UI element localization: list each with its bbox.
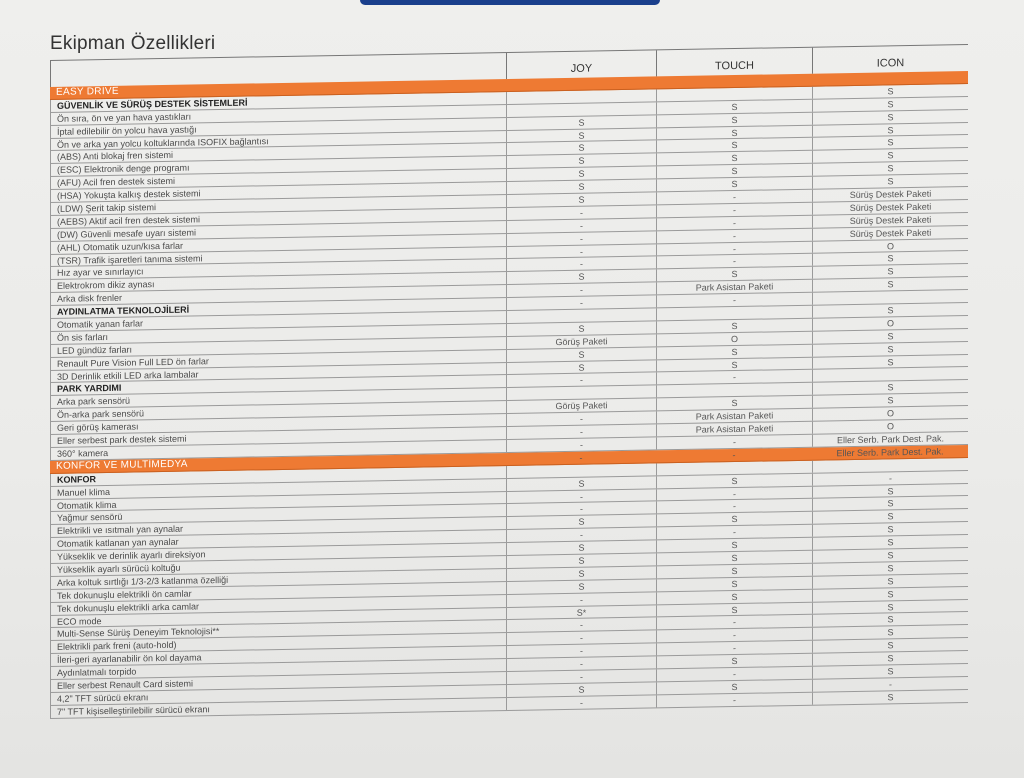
row-label: Arka park sensörü <box>50 388 506 408</box>
row-label: (HSA) Yokuşta kalkış destek sistemi <box>50 182 506 202</box>
cell-joy: - <box>506 437 656 452</box>
cell-joy: - <box>506 296 656 311</box>
cell-touch: - <box>656 667 812 682</box>
cell-joy: - <box>506 412 656 427</box>
cell-joy: - <box>506 424 656 439</box>
cell-joy: - <box>506 205 656 220</box>
cell-joy: S <box>506 540 656 555</box>
cell-joy: - <box>506 257 656 272</box>
cell-joy: - <box>506 695 656 710</box>
row-label: İptal edilebilir ön yolcu hava yastığı <box>50 118 506 138</box>
cell-icon: O <box>812 406 968 421</box>
cell-touch: S <box>656 177 812 192</box>
cell-icon: S <box>812 509 968 524</box>
row-label: (TSR) Trafik işaretleri tanıma sistemi <box>50 247 506 267</box>
cell-joy: Görüş Paketi <box>506 399 656 414</box>
cell-icon: S <box>812 690 968 705</box>
row-label: 3D Derinlik etkili LED arka lambalar <box>50 363 506 383</box>
cell-icon: S <box>812 84 968 99</box>
cell-joy: S <box>506 154 656 169</box>
row-label: Otomatik katlanan yan aynalar <box>50 530 506 550</box>
row-label: Geri görüş kamerası <box>50 414 506 434</box>
cell-joy: - <box>506 669 656 684</box>
row-label: Ön sis farları <box>50 324 506 344</box>
cell-joy: - <box>506 373 656 388</box>
cell-joy: - <box>506 618 656 633</box>
row-label: Hız ayar ve sınırlayıcı <box>50 260 506 280</box>
cell-icon: S <box>812 587 968 602</box>
cell-touch: S <box>656 551 812 566</box>
row-label: Tek dokunuşlu elektrikli arka camlar <box>50 595 506 615</box>
cell-touch: - <box>656 692 812 707</box>
cell-icon: S <box>812 329 968 344</box>
row-label: Arka koltuk sırtlığı 1/3-2/3 katlanma özelliği <box>50 569 506 589</box>
cell-icon: S <box>812 612 968 627</box>
cell-icon: S <box>812 574 968 589</box>
row-label: Eller serbest park destek sistemi <box>50 427 506 447</box>
cell-touch: - <box>656 499 812 514</box>
cell-joy: - <box>506 489 656 504</box>
cell-icon: S <box>812 522 968 537</box>
row-label: Manuel klima <box>50 479 506 499</box>
header-joy: JOY <box>506 50 656 79</box>
cell-joy: S <box>506 579 656 594</box>
row-label: 360° kamera <box>50 440 506 460</box>
cell-icon: Sürüş Destek Paketi <box>812 213 968 228</box>
cell-joy: Görüş Paketi <box>506 334 656 349</box>
cell-joy: - <box>506 218 656 233</box>
cell-icon: S <box>812 174 968 189</box>
cell-touch: O <box>656 332 812 347</box>
cell-icon: S <box>812 355 968 370</box>
row-label: Elektrikli park freni (auto-hold) <box>50 633 506 653</box>
row-label: Yağmur sensörü <box>50 504 506 524</box>
cell-touch: - <box>656 615 812 630</box>
cell-touch: - <box>656 254 812 269</box>
cell-joy: S <box>506 321 656 336</box>
cell-touch: S <box>656 396 812 411</box>
cell-touch: S <box>656 589 812 604</box>
row-label: (AFU) Acil fren destek sistemi <box>50 169 506 189</box>
cell-icon: S <box>812 161 968 176</box>
cell-touch: - <box>656 525 812 540</box>
cell-touch: S <box>656 138 812 153</box>
cell-icon: Eller Serb. Park Dest. Pak. <box>836 446 944 459</box>
cell-icon: S <box>812 123 968 138</box>
row-label: (LDW) Şerit takip sistemi <box>50 195 506 215</box>
cell-joy: S <box>506 141 656 156</box>
cell-icon: S <box>812 135 968 150</box>
cell-icon: S <box>812 110 968 125</box>
page-title: Ekipman Özellikleri <box>50 33 216 54</box>
cell-touch: - <box>656 228 812 243</box>
row-label: EASY DRIVE <box>56 85 119 98</box>
cell-joy: S <box>506 515 656 530</box>
cell-joy: S <box>506 270 656 285</box>
cell-touch: - <box>656 293 812 308</box>
row-label: Ön sıra, ön ve yan hava yastıkları <box>50 105 506 125</box>
cell-touch: S <box>656 112 812 127</box>
cell-icon: S <box>812 483 968 498</box>
cell-touch: S <box>656 680 812 695</box>
cell-joy: S <box>506 566 656 581</box>
row-label: Elektrokrom dikiz aynası <box>50 272 506 292</box>
cell-joy: - <box>506 244 656 259</box>
cell-touch: S <box>656 564 812 579</box>
cell-touch: - <box>656 203 812 218</box>
header-icon: ICON <box>812 45 968 74</box>
cell-touch: - <box>656 215 812 230</box>
row-label: Yükseklik ve derinlik ayarlı direksiyon <box>50 543 506 563</box>
top-binding-strip <box>360 0 660 5</box>
cell-icon: S <box>812 380 968 395</box>
cell-icon: S <box>812 97 968 112</box>
cell-touch: - <box>732 449 736 460</box>
cell-touch: S <box>656 267 812 282</box>
cell-joy: S <box>506 167 656 182</box>
row-label: Ön-arka park sensörü <box>50 401 506 421</box>
row-label: (DW) Güvenli mesafe uyarı sistemi <box>50 221 506 241</box>
cell-joy: S <box>506 180 656 195</box>
cell-joy: S <box>506 192 656 207</box>
cell-touch: Park Asistan Paketi <box>656 409 812 424</box>
cell-touch: S <box>656 151 812 166</box>
cell-joy: S* <box>506 605 656 620</box>
row-label: İleri-geri ayarlanabilir ön kol dayama <box>50 646 506 666</box>
cell-icon: S <box>812 393 968 408</box>
cell-icon: S <box>812 264 968 279</box>
cell-icon: S <box>812 651 968 666</box>
cell-touch: S <box>656 99 812 114</box>
cell-icon: - <box>812 471 968 486</box>
row-label: Yükseklik ayarlı sürücü koltuğu <box>50 556 506 576</box>
equipment-table <box>50 44 968 719</box>
cell-joy: - <box>506 283 656 298</box>
cell-touch: Park Asistan Paketi <box>656 422 812 437</box>
cell-joy: S <box>506 360 656 375</box>
cell-touch: Park Asistan Paketi <box>656 280 812 295</box>
cell-joy: S <box>506 682 656 697</box>
cell-icon: S <box>812 148 968 163</box>
cell-touch: S <box>656 319 812 334</box>
row-label: Otomatik klima <box>50 492 506 512</box>
cell-icon: S <box>812 277 968 292</box>
row-label: (ABS) Anti blokaj fren sistemi <box>50 143 506 163</box>
header-touch: TOUCH <box>656 48 812 77</box>
cell-joy: - <box>579 452 583 463</box>
row-label: PARK YARDIMI <box>50 376 506 396</box>
row-label: GÜVENLİK VE SÜRÜŞ DESTEK SİSTEMLERİ <box>50 92 506 112</box>
cell-joy: S <box>506 347 656 362</box>
row-label: Arka disk frenler <box>50 285 506 305</box>
cell-touch: - <box>656 486 812 501</box>
table-body <box>50 71 968 719</box>
row-label: AYDINLATMA TEKNOLOJİLERİ <box>50 298 506 318</box>
row-label: 7" TFT kişiselleştirilebilir sürücü ekranı <box>50 698 506 718</box>
cell-icon: Eller Serb. Park Dest. Pak. <box>812 432 968 447</box>
cell-joy: - <box>506 657 656 672</box>
row-label: Aydınlatmalı torpido <box>50 659 506 679</box>
cell-touch: - <box>656 241 812 256</box>
cell-joy: - <box>506 231 656 246</box>
cell-joy: - <box>506 502 656 517</box>
cell-touch: S <box>656 473 812 488</box>
cell-joy: - <box>506 644 656 659</box>
cell-touch: S <box>656 576 812 591</box>
cell-icon: S <box>812 548 968 563</box>
row-label: KONFOR VE MULTİMEDYA <box>56 458 188 472</box>
cell-joy: - <box>506 631 656 646</box>
cell-icon: S <box>812 561 968 576</box>
cell-joy: - <box>506 592 656 607</box>
row-label: Multi-Sense Sürüş Deneyim Teknolojisi** <box>50 620 506 640</box>
cell-icon: S <box>812 251 968 266</box>
row-label: ECO mode <box>50 608 506 628</box>
cell-icon: S <box>812 625 968 640</box>
cell-touch: - <box>656 190 812 205</box>
cell-touch: S <box>656 344 812 359</box>
cell-touch: S <box>656 357 812 372</box>
cell-icon: Sürüş Destek Paketi <box>812 226 968 241</box>
cell-touch: - <box>656 641 812 656</box>
cell-icon: Sürüş Destek Paketi <box>812 187 968 202</box>
row-label: (AHL) Otomatik uzun/kısa farlar <box>50 234 506 254</box>
cell-joy: S <box>506 553 656 568</box>
row-label: 4,2" TFT sürücü ekranı <box>50 685 506 705</box>
cell-touch: S <box>656 164 812 179</box>
cell-icon: S <box>812 638 968 653</box>
cell-icon: S <box>812 664 968 679</box>
cell-icon: - <box>812 677 968 692</box>
row-label: LED gündüz farları <box>50 337 506 357</box>
cell-icon: O <box>812 239 968 254</box>
cell-touch: S <box>656 654 812 669</box>
cell-touch: S <box>656 538 812 553</box>
cell-touch: S <box>656 512 812 527</box>
cell-icon: O <box>812 419 968 434</box>
cell-icon: S <box>812 496 968 511</box>
row-label: Tek dokunuşlu elektrikli ön camlar <box>50 582 506 602</box>
cell-joy: - <box>506 528 656 543</box>
cell-touch: - <box>656 628 812 643</box>
cell-joy: S <box>506 476 656 491</box>
cell-icon: S <box>812 599 968 614</box>
cell-touch: S <box>656 125 812 140</box>
row-label: KONFOR <box>50 466 506 486</box>
row-label: (AEBS) Aktif acil fren destek sistemi <box>50 208 506 228</box>
cell-icon: S <box>812 342 968 357</box>
row-label: Renault Pure Vision Full LED ön farlar <box>50 350 506 370</box>
cell-icon: S <box>812 303 968 318</box>
cell-touch: S <box>656 602 812 617</box>
row-label: Ön ve arka yan yolcu koltuklarında ISOFIX bağlantısı <box>50 131 506 151</box>
cell-touch: - <box>656 435 812 450</box>
cell-icon: O <box>812 316 968 331</box>
row-label: Elektrikli ve ısıtmalı yan aynalar <box>50 517 506 537</box>
row-label: Otomatik yanan farlar <box>50 311 506 331</box>
cell-joy: S <box>506 115 656 130</box>
cell-icon: S <box>812 535 968 550</box>
row-label: Eller serbest Renault Card sistemi <box>50 672 506 692</box>
cell-touch: - <box>656 370 812 385</box>
cell-icon: Sürüş Destek Paketi <box>812 200 968 215</box>
cell-joy: S <box>506 128 656 143</box>
row-label: (ESC) Elektronik denge programı <box>50 156 506 176</box>
